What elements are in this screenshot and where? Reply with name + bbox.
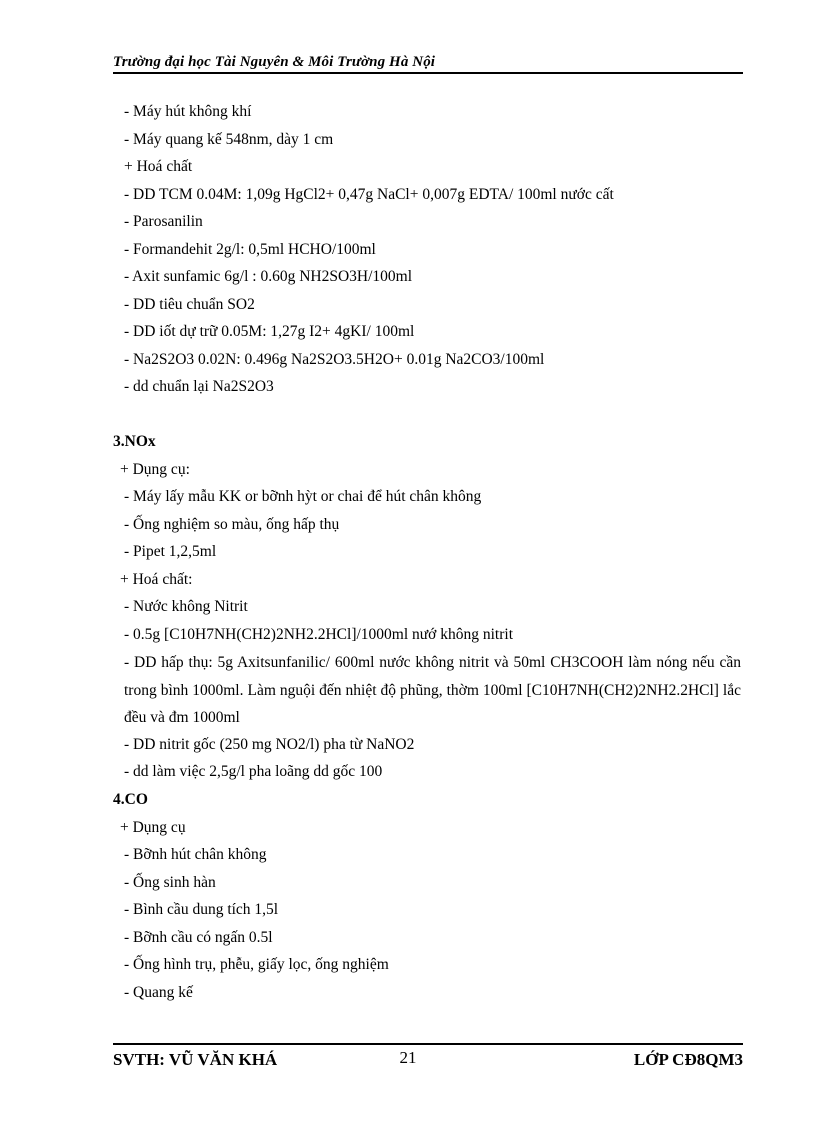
list-item: - Parosanilin [124,213,203,230]
footer-divider [113,1043,743,1045]
list-item: - DD iốt dự trữ 0.05M: 1,27g I2+ 4gKI/ 100ml [124,323,415,340]
list-item: - Pipet 1,2,5ml [124,543,217,560]
list-item: + Hoá chất [124,158,193,175]
list-item: - Máy hút không khí [124,103,252,120]
section-heading-nox: 3.NOx [113,433,156,450]
page-number: 21 [399,1048,417,1067]
list-item: - 0.5g [C10H7NH(CH2)2NH2.2HCl]/1000ml nướ không nitrit [124,626,514,643]
list-item: - DD nitrit gốc (250 mg NO2/l) pha từ NaNO2 [124,736,415,753]
list-item: - Máy quang kế 548nm, dày 1 cm [124,131,334,148]
header-title: Trường đại học Tài Nguyên & Môi Trường Hà Nội [113,54,436,70]
list-item: - dd làm việc 2,5g/l pha loãng dd gốc 100 [124,763,383,780]
list-item: - Máy lấy mẫu KK or bỡnh hỳt or chai để hút chân không [124,488,482,505]
list-item: - Bình cầu dung tích 1,5l [124,901,279,918]
list-item: - Ống nghiệm so màu, ống hấp thụ [124,516,340,533]
list-item: - Formandehit 2g/l: 0,5ml HCHO/100ml [124,241,376,258]
list-item: - Axit sunfamic 6g/l : 0.60g NH2SO3H/100ml [124,268,413,285]
list-item: - Bỡnh hút chân không [124,846,267,863]
list-item: - Quang kế [124,984,193,1001]
footer-class-name: LỚP CĐ8QM3 [633,1050,743,1069]
section-heading-co: 4.CO [113,791,148,808]
list-item: - Ống hình trụ, phễu, giấy lọc, ống nghiệm [124,956,389,973]
list-item: - Ống sinh hàn [124,874,216,891]
list-item: - Nước không Nitrit [124,598,248,615]
list-item: - Na2S2O3 0.02N: 0.496g Na2S2O3.5H2O+ 0.01g Na2CO3/100ml [124,351,545,368]
footer-student-name: SVTH: VŨ VĂN KHÁ [113,1050,278,1069]
list-item: - DD tiêu chuẩn SO2 [124,296,255,313]
list-item: - Bỡnh cầu có ngấn 0.5l [124,929,273,946]
list-item: - DD TCM 0.04M: 1,09g HgCl2+ 0,47g NaCl+ 0,007g EDTA/ 100ml nước cất [124,186,614,203]
header-divider [113,72,743,74]
list-item: + Hoá chất: [120,571,193,588]
list-item: + Dụng cụ: [120,461,190,478]
list-item: - dd chuẩn lại Na2S2O3 [124,378,274,395]
list-item: + Dụng cụ [120,819,186,836]
absorption-solution-paragraph: - DD hấp thụ: 5g Axitsunfanilic/ 600ml nước không nitrit và 50ml CH3COOH làm nóng nếu cần trong bình 1000ml. Làm nguội đến nhiệt độ phũng, thờm 100ml [C10H7NH(CH2)2NH2.2HCl] lắc đều và đm 1000ml [124,654,741,726]
